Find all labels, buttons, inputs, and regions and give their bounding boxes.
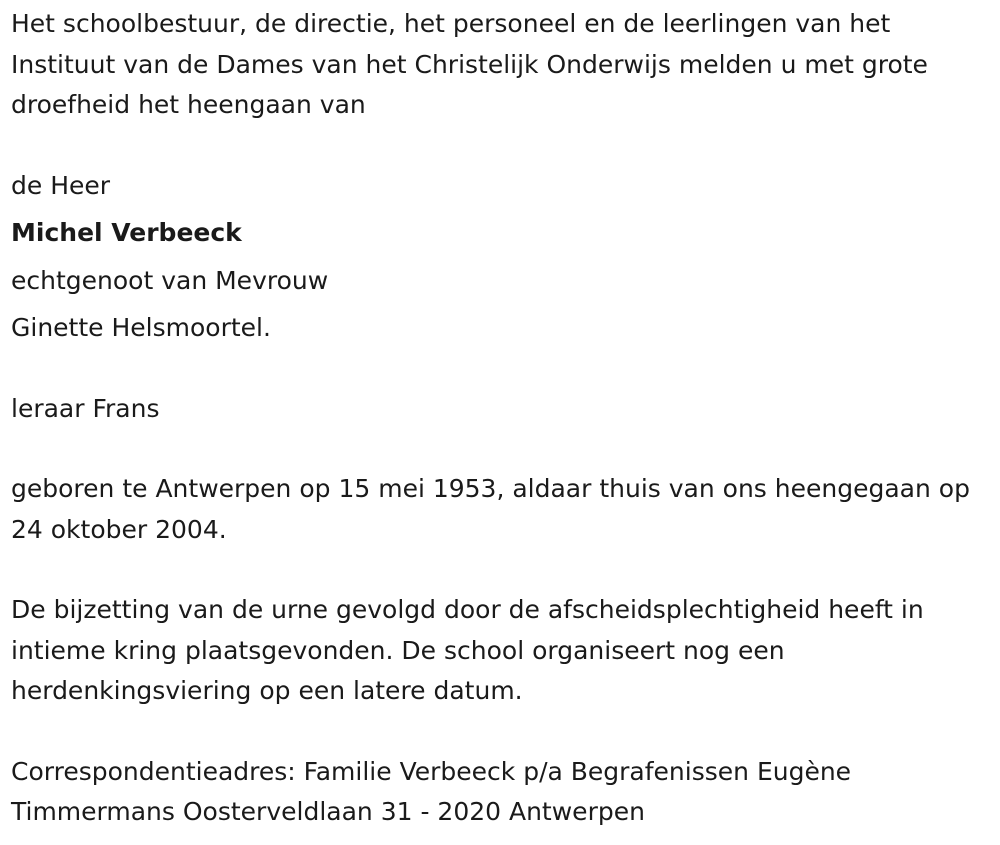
death-notice — [11, 4, 996, 833]
ceremony-paragraph: De bijzetting van de urne gevolgd door de afscheidsplechtigheid heeft in intieme kring plaatsgevonden. De school organiseert nog een herdenkingsviering op een latere datum. — [11, 595, 924, 705]
dates-paragraph: geboren te Antwerpen op 15 mei 1953, aldaar thuis van ons heengegaan op 24 oktober 2004. — [11, 474, 970, 544]
deceased-name: Michel Verbeeck — [11, 218, 242, 247]
spouse-name: Ginette Helsmoortel. — [11, 313, 271, 342]
intro-paragraph: Het schoolbestuur, de directie, het personeel en de leerlingen van het Instituut van de Dames van het Christelijk Onderwijs melden u met grote droefheid het heengaan van — [11, 9, 928, 119]
spouse-line: echtgenoot van Mevrouw — [11, 265, 329, 295]
correspondence-paragraph: Correspondentieadres: Familie Verbeeck p/a Begrafenissen Eugène Timmermans Oosterveldlaan 31 - 2020 Antwerpen — [11, 756, 852, 826]
role: leraar Frans — [11, 393, 160, 423]
salutation: de Heer — [11, 170, 111, 200]
